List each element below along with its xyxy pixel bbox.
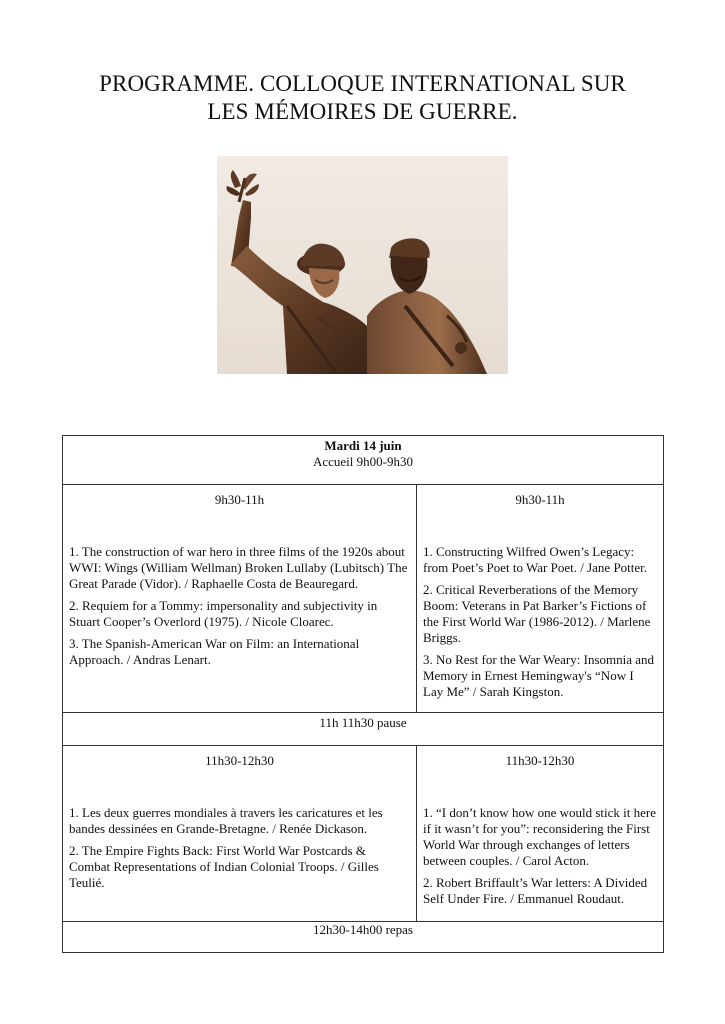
- talk-item: 1. Constructing Wilfred Owen’s Legacy: from Poet’s Poet to War Poet. / Jane Potter.: [423, 544, 648, 575]
- late-morning-right-session: [417, 746, 664, 922]
- talk-item: 2. The Empire Fights Back: First World War Postcards & Combat Representations of Indian Colonial Troops. / Gilles Teulié.: [69, 843, 379, 890]
- morning-left-session: [63, 485, 417, 713]
- late-morning-left-session: [63, 746, 417, 922]
- talk-item: 3. The Spanish-American War on Film: an International Approach. / Andras Lenart.: [69, 636, 360, 667]
- page-title: [40, 70, 685, 126]
- talk-item: 2. Critical Reverberations of the Memory Boom: Veterans in Pat Barker’s Fictions of the First World War (1986-2012). / Marlene Briggs.: [423, 582, 651, 645]
- soldiers-statue-image: [217, 156, 508, 374]
- day-label: Mardi 14 juin: [324, 438, 402, 453]
- talk-item: 1. The construction of war hero in three films of the 1920s about WWI: Wings (William Wellman) Broken Lullaby (Lubitsch) The Great Parade (Vidor). / Raphaelle Costa de Beauregard.: [69, 544, 408, 591]
- war-memorial-photo: [217, 156, 508, 374]
- day-header-cell: [63, 436, 664, 485]
- talk-item: 2. Robert Briffault’s War letters: A Divided Self Under Fire. / Emmanuel Roudaut.: [423, 875, 648, 906]
- programme-table: [62, 435, 664, 953]
- pause-row: 11h 11h30 pause: [63, 713, 664, 746]
- talk-item: 1. “I don’t know how one would stick it here if it wasn’t for you”: reconsidering the First World War through exchanges of letters between couples. / Carol Acton.: [423, 805, 656, 868]
- talk-item: 3. No Rest for the War Weary: Insomnia and Memory in Ernest Hemingway's “Now I Lay Me” / Sarah Kingston.: [423, 652, 655, 699]
- talk-item: 1. Les deux guerres mondiales à travers les caricatures et les bandes dessinées en Grande-Bretagne. / Renée Dickason.: [69, 805, 383, 836]
- session-time: 11h30-12h30: [205, 753, 274, 768]
- meal-row: 12h30-14h00 repas: [63, 922, 664, 953]
- title-line-2: LES MÉMOIRES DE GUERRE.: [207, 99, 518, 124]
- morning-right-session: [417, 485, 664, 713]
- session-time: 9h30-11h: [515, 492, 565, 507]
- welcome-label: Accueil 9h00-9h30: [312, 454, 413, 469]
- session-time: 11h30-12h30: [505, 753, 575, 768]
- talk-item: 2. Requiem for a Tommy: impersonality and subjectivity in Stuart Cooper’s Overlord (1975). / Nicole Cloarec.: [69, 598, 378, 629]
- title-line-1: PROGRAMME. COLLOQUE INTERNATIONAL SUR: [99, 71, 626, 96]
- session-time: 9h30-11h: [214, 492, 265, 507]
